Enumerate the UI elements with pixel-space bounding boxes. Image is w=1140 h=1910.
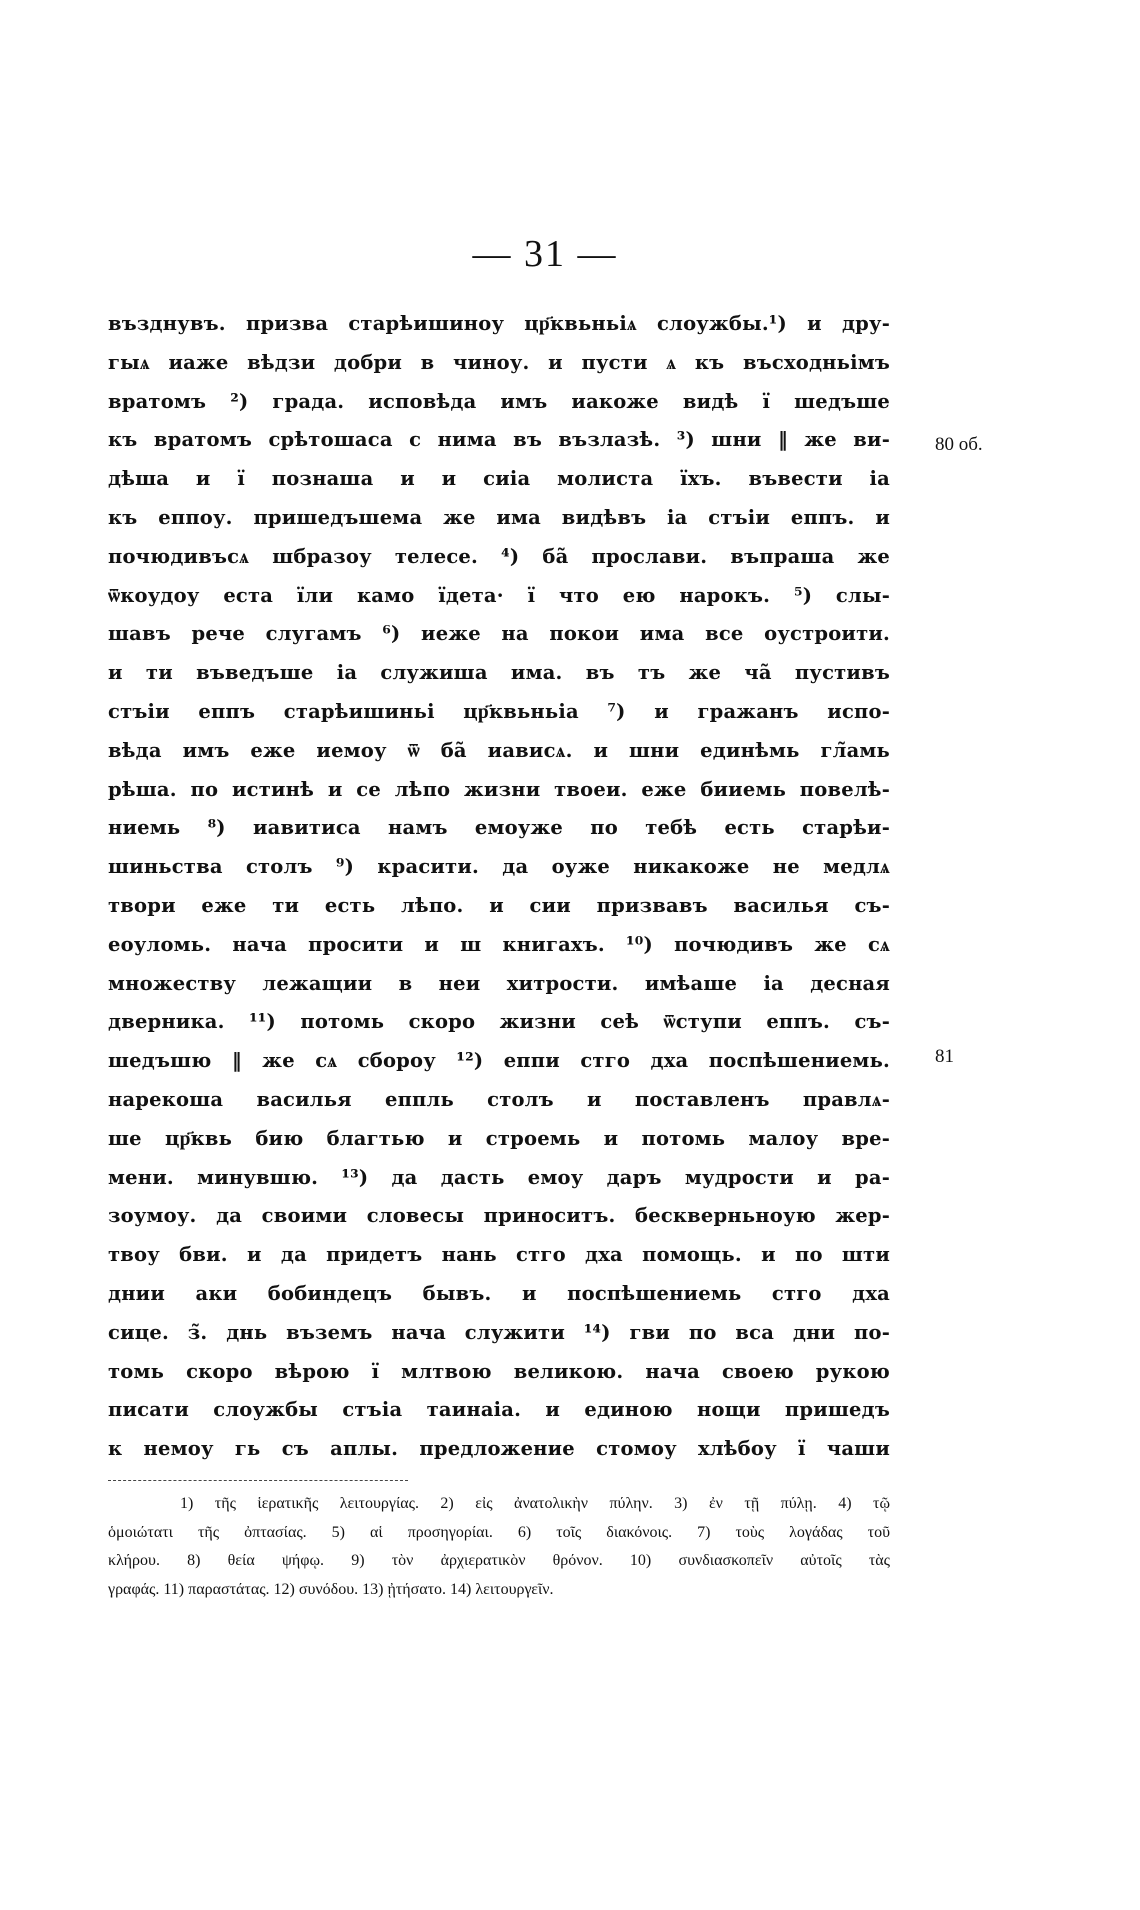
text-line: къ еппоу. пришедъшема же има видѣвъ іа стъіи еппъ. и — [108, 505, 890, 529]
text-line: шедъшю ‖ же сѧ сбороу ¹²) еппи стго дха поспѣшениемь. — [108, 1049, 890, 1073]
text-line: к немоу гь съ аплы. предложение стомоу хлѣбоу ї чаши — [108, 1437, 890, 1461]
footnote-line: 1) τῆς ἱερατικῆς λειτουργίας. 2) εἰς ἀνατολικὴν πύλην. 3) ἐν τῇ πύλῃ. 4) τῷ — [180, 1495, 890, 1512]
main-text-block — [108, 305, 890, 1469]
text-line: вратомъ ²) града. исповѣда имъ иакоже видѣ ї шедъше — [108, 389, 890, 413]
text-line: зоумоу. да своими словесы приноситъ. бескверньноую жер- — [108, 1204, 890, 1228]
text-line: дѣша и ї познаша и и сиіа молиста їхъ. въвести іа — [108, 467, 890, 491]
footnote-line: ὁμοιώτατι τῆς ὀπτασίας. 5) αἱ προσηγορίαι. 6) τοῖς διακόνοις. 7) τοὺς λογάδας τοῦ — [108, 1523, 890, 1541]
text-line: вѣда имъ еже иемоу ѿ ба̃ иависѧ. и шни единѣмь гл̃амь — [108, 738, 890, 762]
footnote-line: γραφάς. 11) παραστάτας. 12) συνόδου. 13) ᾐτήσατο. 14) λειτουργεῖν. — [108, 1580, 554, 1598]
text-line: стъіи еппъ старѣишиньі цр҃квьньіа ⁷) и гражанъ испо- — [108, 699, 890, 723]
text-line: ше цр҃квь бию благтью и строемь и потомь малоу вре- — [108, 1126, 890, 1150]
text-line: множеству лежащии в неи хитрости. имѣаше іа десная — [108, 971, 890, 995]
text-line: твори еже ти есть лѣпо. и сии призвавъ василья съ- — [108, 893, 890, 917]
text-line: шавъ рече слугамъ ⁶) иеже на покои има все оустроити. — [108, 622, 890, 646]
text-line: рѣша. по истинѣ и се лѣпо жизни твоеи. еже бииемь повелѣ- — [108, 777, 890, 801]
margin-folio-note: 80 об. — [935, 434, 983, 455]
margin-folio-note: 81 — [935, 1046, 954, 1067]
text-line: и ти въведъше іа служиша има. въ тъ же ча̃ пустивъ — [108, 661, 890, 685]
text-line: къ вратомъ срѣтошаса с нима въ възлазѣ. ³) шни ‖ же ви- — [108, 428, 890, 452]
text-line: сице. з̃. днь въземъ нача служити ¹⁴) гви по вса дни по- — [108, 1320, 890, 1344]
text-line: шиньства столъ ⁹) красити. да оуже никакоже не медлѧ — [108, 855, 890, 879]
page-number: — 31 — — [472, 233, 618, 275]
text-line: писати слоужбы стъіа таинаіа. и единою нощи пришедъ — [108, 1398, 890, 1422]
text-line: ниемь ⁸) иавитиса намъ емоуже по тебѣ есть старѣи- — [108, 816, 890, 840]
footnotes-block — [108, 1490, 890, 1604]
text-line: дверника. ¹¹) потомь скоро жизни сеѣ ѿступи еппъ. съ- — [108, 1010, 890, 1034]
text-line: възднувъ. призва старѣишиноу цр҃квьньіѧ слоужбы.¹) и дру- — [108, 312, 890, 335]
text-line: мени. минувшю. ¹³) да дасть емоу даръ мудрости и ра- — [108, 1165, 890, 1189]
footnote-divider — [108, 1480, 408, 1481]
text-line: томь скоро вѣрою ї млтвою великою. нача своею рукою — [108, 1359, 890, 1383]
text-line: гыѧ иаже вѣдзи добри в чиноу. и пусти ѧ къ въсходньімъ — [108, 350, 890, 374]
text-line: ѿкоудоу еста їли камо їдета· ї что ею нарокъ. ⁵) слы- — [108, 583, 890, 607]
footnote-line: κλήρου. 8) θεία ψήφῳ. 9) τὸν ἀρχιερατικὸν θρόνον. 10) συνδιασκοπεῖν αὐτοῖς τὰς — [108, 1552, 890, 1569]
text-line: нарекоша василья еппль столъ и поставленъ правлѧ- — [108, 1087, 890, 1111]
text-line: твоу бви. и да придетъ нань стго дха помощь. и по шти — [108, 1243, 890, 1267]
text-line: днии аки бобиндецъ бывъ. и поспѣшениемь стго дха — [108, 1281, 890, 1305]
text-line: почюдивъсѧ шбразоу телесе. ⁴) ба̃ прослави. въпраша же — [108, 544, 890, 568]
text-line: еоуломь. нача просити и ш книгахъ. ¹⁰) почюдивъ же сѧ — [108, 932, 890, 956]
